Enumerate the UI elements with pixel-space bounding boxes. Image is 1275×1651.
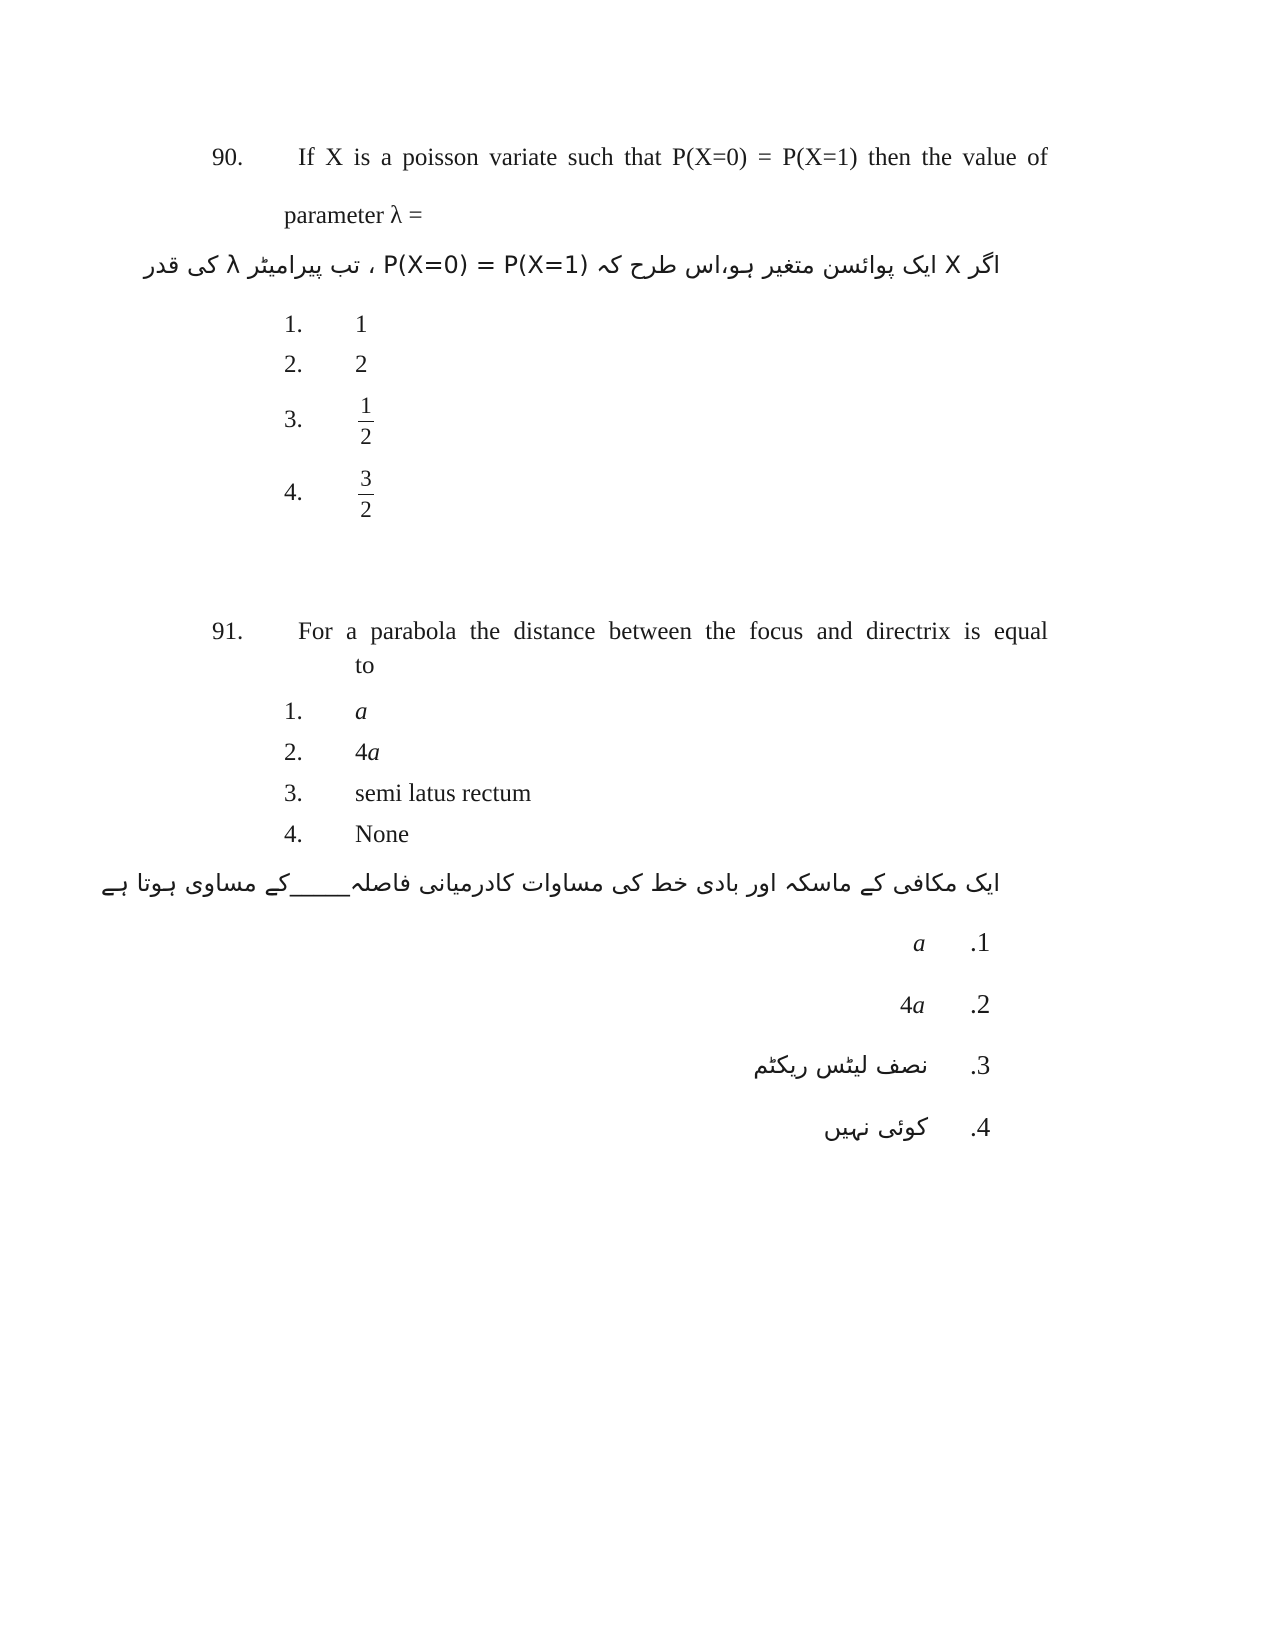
q90-option-4-fraction	[358, 467, 374, 522]
q91-option-3-label: 3.	[284, 780, 303, 807]
q91-option-2-prefix: 4	[355, 739, 368, 766]
question-90-urdu-text: اگر X ایک پوائسن متغیر ہو،اس طرح کہ P(X=0) = P(X=1) ، تب پیرامیٹر λ کی قدر	[143, 251, 1000, 279]
q90-option-3-denominator: 2	[360, 424, 372, 449]
q90-option-4-numerator: 3	[360, 466, 372, 491]
question-90-text-line2: parameter λ =	[284, 202, 423, 229]
q90-option-4-label: 4.	[284, 479, 303, 506]
q91-option-4-label: 4.	[284, 821, 303, 848]
q91-urdu-option-1-label: .1	[970, 927, 991, 957]
q91-urdu-option-2-variable: a	[912, 992, 925, 1019]
q90-option-3-label: 3.	[284, 406, 303, 433]
q90-option-1-label: 1.	[284, 311, 303, 338]
q91-urdu-option-1-value: a	[913, 930, 926, 957]
q91-urdu-option-4-label: .4	[970, 1112, 991, 1142]
q90-option-3-numerator: 1	[360, 393, 372, 418]
question-91-text-line2: to	[355, 652, 375, 679]
q91-option-2-variable: a	[367, 739, 380, 766]
q90-option-2-label: 2.	[284, 351, 303, 378]
fraction-bar	[358, 494, 374, 495]
question-91-number: 91.	[212, 618, 244, 645]
q90-option-4-denominator: 2	[360, 497, 372, 522]
q91-option-3-value: semi latus rectum	[355, 780, 532, 807]
q91-option-2-value	[355, 738, 380, 768]
q91-urdu-option-3-label: .3	[970, 1050, 991, 1080]
q90-option-2-value: 2	[355, 351, 368, 378]
q91-urdu-option-2-prefix: 4	[900, 992, 913, 1019]
q91-urdu-option-2-label: .2	[970, 989, 991, 1019]
q91-urdu-option-2-value	[900, 991, 925, 1021]
q90-option-3-fraction	[358, 394, 374, 449]
q91-option-2-label: 2.	[284, 739, 303, 766]
q91-option-4-value: None	[355, 821, 410, 848]
q90-option-1-value: 1	[355, 311, 368, 338]
q91-option-1-value: a	[355, 698, 368, 725]
question-90-text-line1: If X is a poisson variate such that P(X=0) = P(X=1) then the value of	[298, 144, 1048, 171]
q91-option-1-label: 1.	[284, 698, 303, 725]
question-90-number: 90.	[212, 144, 244, 171]
q91-urdu-option-4-value: کوئی نہیں	[823, 1113, 928, 1141]
q91-urdu-option-3-value: نصف لیٹس ریکٹم	[753, 1051, 928, 1079]
question-91-text-line1: For a parabola the distance between the focus and directrix is equal	[298, 618, 1048, 645]
question-91-urdu-text: ایک مکافی کے ماسکہ اور بادی خط کی مساوات کادرمیانی فاصلہ_____کے مساوی ہوتا ہے	[100, 869, 1000, 897]
fraction-bar	[358, 421, 374, 422]
